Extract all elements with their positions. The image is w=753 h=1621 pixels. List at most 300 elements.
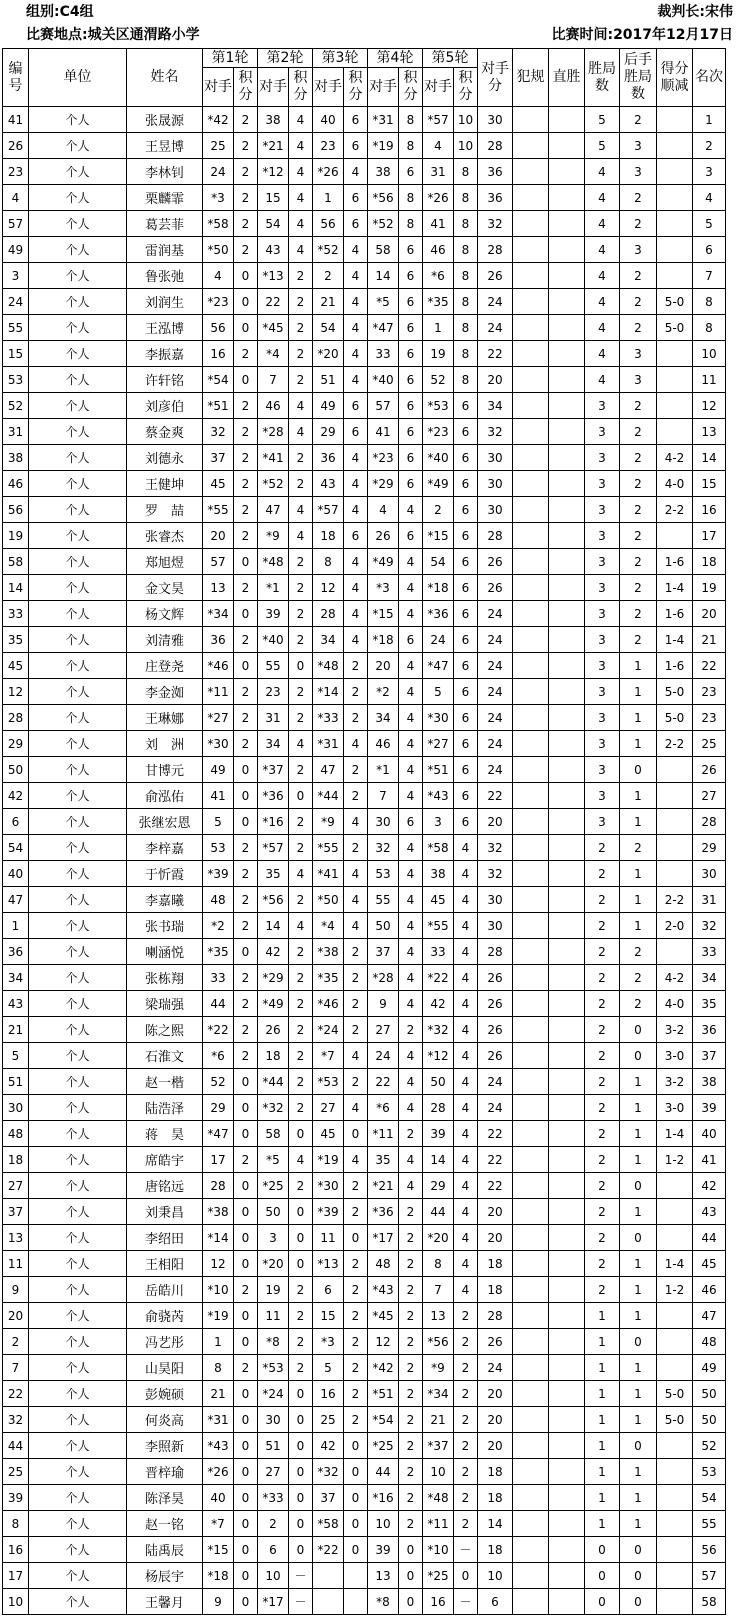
wins-cell: 3 xyxy=(585,679,620,705)
wins-cell: 3 xyxy=(585,575,620,601)
r5-opponent-cell: 39 xyxy=(423,1121,454,1147)
r1-score-cell: 2 xyxy=(234,1277,258,1303)
foul-cell xyxy=(513,887,549,913)
r1-opponent-cell: *11 xyxy=(203,679,234,705)
score-diff-cell xyxy=(657,393,693,419)
rank-cell: 26 xyxy=(693,757,726,783)
r1-score-cell: 0 xyxy=(234,653,258,679)
r3-score-cell: 4 xyxy=(344,575,368,601)
r1-opponent-cell: *43 xyxy=(203,1433,234,1459)
table-row xyxy=(3,1173,726,1199)
r4-opponent-cell: 24 xyxy=(368,1043,399,1069)
r4-score-cell: 2 xyxy=(399,1225,423,1251)
opponent-score-cell: 6 xyxy=(478,1589,513,1615)
r1-opponent-cell: 20 xyxy=(203,523,234,549)
r3-opponent-cell: *33 xyxy=(313,705,344,731)
r5-opponent-cell: *12 xyxy=(423,1043,454,1069)
opponent-score-cell: 18 xyxy=(478,1277,513,1303)
r5-opponent-cell: 33 xyxy=(423,939,454,965)
r2-opponent-cell: 31 xyxy=(258,705,289,731)
r4-score-cell: 6 xyxy=(399,471,423,497)
r3-opponent-cell: *38 xyxy=(313,939,344,965)
r2-opponent-cell: 42 xyxy=(258,939,289,965)
second-wins-cell: 0 xyxy=(620,757,657,783)
table-row xyxy=(3,1095,726,1121)
rank-cell: 6 xyxy=(693,237,726,263)
results-table xyxy=(2,48,726,1615)
score-diff-cell: 5-0 xyxy=(657,705,693,731)
opponent-score-cell: 20 xyxy=(478,1407,513,1433)
r4-opponent-cell: *56 xyxy=(368,185,399,211)
score-diff-cell: 5-0 xyxy=(657,315,693,341)
r3-score-cell: 4 xyxy=(344,367,368,393)
r4-opponent-cell: 37 xyxy=(368,939,399,965)
opponent-score-cell: 24 xyxy=(478,627,513,653)
direct-win-cell xyxy=(549,887,585,913)
foul-cell xyxy=(513,809,549,835)
wins-cell: 2 xyxy=(585,1173,620,1199)
direct-win-cell xyxy=(549,1433,585,1459)
r5-opponent-cell: *26 xyxy=(423,185,454,211)
player-number-cell: 29 xyxy=(3,731,29,757)
r3-score-cell: 4 xyxy=(344,263,368,289)
r5-score-cell: 6 xyxy=(454,471,478,497)
opponent-score-cell: 24 xyxy=(478,731,513,757)
score-diff-cell xyxy=(657,835,693,861)
foul-cell xyxy=(513,1459,549,1485)
rank-cell: 55 xyxy=(693,1511,726,1537)
wins-cell: 3 xyxy=(585,393,620,419)
r3-opponent-cell: 34 xyxy=(313,627,344,653)
wins-cell: 2 xyxy=(585,1017,620,1043)
r3-score-cell: 0 xyxy=(344,1511,368,1537)
player-number-cell: 34 xyxy=(3,965,29,991)
col-header-round-3: 第3轮 xyxy=(313,49,368,68)
second-wins-cell: 2 xyxy=(620,445,657,471)
r5-opponent-cell: 7 xyxy=(423,1277,454,1303)
r2-opponent-cell: *56 xyxy=(258,887,289,913)
r4-opponent-cell: 9 xyxy=(368,991,399,1017)
r3-opponent-cell: *24 xyxy=(313,1017,344,1043)
r3-score-cell: 0 xyxy=(344,1225,368,1251)
r3-opponent-cell: *13 xyxy=(313,1251,344,1277)
rank-cell: 20 xyxy=(693,601,726,627)
player-name-cell: 甘博元 xyxy=(127,757,203,783)
score-diff-cell xyxy=(657,211,693,237)
wins-cell: 3 xyxy=(585,809,620,835)
second-wins-cell: 1 xyxy=(620,809,657,835)
player-number-cell: 46 xyxy=(3,471,29,497)
player-number-cell: 45 xyxy=(3,653,29,679)
score-diff-cell: 3-0 xyxy=(657,1095,693,1121)
player-number-cell: 6 xyxy=(3,809,29,835)
r2-opponent-cell: *49 xyxy=(258,991,289,1017)
r1-opponent-cell: *38 xyxy=(203,1199,234,1225)
opponent-score-cell: 10 xyxy=(478,1563,513,1589)
r1-score-cell: 0 xyxy=(234,1433,258,1459)
r2-score-cell: 2 xyxy=(289,263,313,289)
r5-score-cell: 2 xyxy=(454,1433,478,1459)
rank-cell: 39 xyxy=(693,1095,726,1121)
rank-cell: 22 xyxy=(693,653,726,679)
r5-score-cell: 4 xyxy=(454,965,478,991)
unit-cell: 个人 xyxy=(29,1173,127,1199)
r2-score-cell: 2 xyxy=(289,809,313,835)
r4-opponent-cell: *47 xyxy=(368,315,399,341)
player-name-cell: 陈之熙 xyxy=(127,1017,203,1043)
r4-score-cell: 2 xyxy=(399,1329,423,1355)
r4-score-cell: 4 xyxy=(399,705,423,731)
r3-score-cell: 4 xyxy=(344,289,368,315)
score-diff-cell xyxy=(657,263,693,289)
r3-opponent-cell xyxy=(313,1563,344,1589)
r3-opponent-cell xyxy=(313,1589,344,1615)
unit-cell: 个人 xyxy=(29,133,127,159)
r1-opponent-cell: *46 xyxy=(203,653,234,679)
r2-opponent-cell: *53 xyxy=(258,1355,289,1381)
r3-score-cell: 2 xyxy=(344,939,368,965)
direct-win-cell xyxy=(549,211,585,237)
r5-opponent-cell: *35 xyxy=(423,289,454,315)
col-header-score: 积分 xyxy=(234,68,258,107)
r4-score-cell: 0 xyxy=(399,1589,423,1615)
r4-opponent-cell: *16 xyxy=(368,1485,399,1511)
r1-opponent-cell: 13 xyxy=(203,575,234,601)
wins-cell: 4 xyxy=(585,159,620,185)
r4-opponent-cell: *43 xyxy=(368,1277,399,1303)
r2-opponent-cell: *25 xyxy=(258,1173,289,1199)
unit-cell: 个人 xyxy=(29,575,127,601)
player-name-cell: 刘彦伯 xyxy=(127,393,203,419)
player-number-cell: 26 xyxy=(3,133,29,159)
table-row xyxy=(3,1251,726,1277)
direct-win-cell xyxy=(549,1407,585,1433)
unit-cell: 个人 xyxy=(29,211,127,237)
r2-opponent-cell: *33 xyxy=(258,1485,289,1511)
rank-cell: 50 xyxy=(693,1381,726,1407)
r3-opponent-cell: 6 xyxy=(313,1277,344,1303)
player-name-cell: 葛芸菲 xyxy=(127,211,203,237)
r1-opponent-cell: 33 xyxy=(203,965,234,991)
r1-score-cell: 2 xyxy=(234,731,258,757)
table-row xyxy=(3,1407,726,1433)
second-wins-cell: 3 xyxy=(620,367,657,393)
opponent-score-cell: 18 xyxy=(478,1251,513,1277)
direct-win-cell xyxy=(549,1459,585,1485)
r4-opponent-cell: *29 xyxy=(368,471,399,497)
table-row xyxy=(3,1485,726,1511)
r4-score-cell: 4 xyxy=(399,1173,423,1199)
player-number-cell: 49 xyxy=(3,237,29,263)
score-diff-cell xyxy=(657,1459,693,1485)
player-name-cell: 石淮文 xyxy=(127,1043,203,1069)
score-diff-cell xyxy=(657,107,693,133)
r2-score-cell: 0 xyxy=(289,1381,313,1407)
r2-score-cell: 0 xyxy=(289,653,313,679)
wins-cell: 3 xyxy=(585,445,620,471)
r4-opponent-cell: 30 xyxy=(368,809,399,835)
r5-score-cell: 2 xyxy=(454,1511,478,1537)
score-diff-cell: 1-4 xyxy=(657,1251,693,1277)
second-wins-cell: 0 xyxy=(620,1589,657,1615)
group-label: 组别:C4组 xyxy=(26,4,94,20)
opponent-score-cell: 20 xyxy=(478,367,513,393)
r3-opponent-cell: 23 xyxy=(313,133,344,159)
r1-opponent-cell: *47 xyxy=(203,1121,234,1147)
wins-cell: 1 xyxy=(585,1303,620,1329)
r4-opponent-cell: *2 xyxy=(368,679,399,705)
r3-score-cell: 0 xyxy=(344,1537,368,1563)
score-diff-cell xyxy=(657,809,693,835)
r4-score-cell: 6 xyxy=(399,159,423,185)
direct-win-cell xyxy=(549,1017,585,1043)
r3-opponent-cell: *19 xyxy=(313,1147,344,1173)
second-wins-cell: 2 xyxy=(620,263,657,289)
wins-cell: 2 xyxy=(585,887,620,913)
player-name-cell: 鲁张弛 xyxy=(127,263,203,289)
opponent-score-cell: 32 xyxy=(478,419,513,445)
foul-cell xyxy=(513,913,549,939)
rank-cell: 56 xyxy=(693,1537,726,1563)
r5-score-cell: 6 xyxy=(454,783,478,809)
r3-score-cell: 2 xyxy=(344,991,368,1017)
foul-cell xyxy=(513,315,549,341)
direct-win-cell xyxy=(549,1121,585,1147)
wins-cell: 2 xyxy=(585,965,620,991)
second-wins-cell: 1 xyxy=(620,1407,657,1433)
opponent-score-cell: 26 xyxy=(478,1043,513,1069)
r2-score-cell: 4 xyxy=(289,159,313,185)
unit-cell: 个人 xyxy=(29,1095,127,1121)
foul-cell xyxy=(513,731,549,757)
player-name-cell: 席皓宇 xyxy=(127,1147,203,1173)
player-name-cell: 俞泓佑 xyxy=(127,783,203,809)
r5-score-cell: 4 xyxy=(454,991,478,1017)
foul-cell xyxy=(513,107,549,133)
direct-win-cell xyxy=(549,471,585,497)
rank-cell: 1 xyxy=(693,107,726,133)
r5-opponent-cell: *43 xyxy=(423,783,454,809)
player-number-cell: 52 xyxy=(3,393,29,419)
rank-cell: 3 xyxy=(693,159,726,185)
opponent-score-cell: 24 xyxy=(478,757,513,783)
opponent-score-cell: 32 xyxy=(478,211,513,237)
r2-score-cell: 0 xyxy=(289,1199,313,1225)
player-name-cell: 刘清雅 xyxy=(127,627,203,653)
second-wins-cell: 1 xyxy=(620,1069,657,1095)
player-number-cell: 22 xyxy=(3,1381,29,1407)
wins-cell: 3 xyxy=(585,757,620,783)
r1-score-cell: 0 xyxy=(234,263,258,289)
player-number-cell: 43 xyxy=(3,991,29,1017)
direct-win-cell xyxy=(549,1147,585,1173)
r2-opponent-cell: *32 xyxy=(258,1095,289,1121)
table-row xyxy=(3,627,726,653)
r2-opponent-cell: 51 xyxy=(258,1433,289,1459)
r5-opponent-cell: *15 xyxy=(423,523,454,549)
r1-score-cell: 2 xyxy=(234,159,258,185)
r4-score-cell: 4 xyxy=(399,731,423,757)
r1-score-cell: 2 xyxy=(234,861,258,887)
r5-opponent-cell: 19 xyxy=(423,341,454,367)
wins-cell: 2 xyxy=(585,1121,620,1147)
r1-opponent-cell: 45 xyxy=(203,471,234,497)
r2-score-cell: 4 xyxy=(289,913,313,939)
r2-score-cell: － xyxy=(289,1589,313,1615)
player-name-cell: 赵一铭 xyxy=(127,1511,203,1537)
r4-opponent-cell: 57 xyxy=(368,393,399,419)
rank-cell: 17 xyxy=(693,523,726,549)
player-name-cell: 张睿杰 xyxy=(127,523,203,549)
table-row xyxy=(3,1043,726,1069)
opponent-score-cell: 24 xyxy=(478,1095,513,1121)
table-row xyxy=(3,1069,726,1095)
unit-cell: 个人 xyxy=(29,1381,127,1407)
table-row xyxy=(3,757,726,783)
score-diff-cell xyxy=(657,185,693,211)
r1-opponent-cell: 32 xyxy=(203,419,234,445)
r4-score-cell: 2 xyxy=(399,1381,423,1407)
r2-score-cell: 2 xyxy=(289,1043,313,1069)
rank-cell: 48 xyxy=(693,1329,726,1355)
r3-opponent-cell: *44 xyxy=(313,783,344,809)
r2-opponent-cell: 50 xyxy=(258,1199,289,1225)
col-header-round-2: 第2轮 xyxy=(258,49,313,68)
direct-win-cell xyxy=(549,1225,585,1251)
score-diff-cell xyxy=(657,1225,693,1251)
opponent-score-cell: 28 xyxy=(478,1303,513,1329)
table-row xyxy=(3,497,726,523)
r4-opponent-cell: *40 xyxy=(368,367,399,393)
player-name-cell: 李振嘉 xyxy=(127,341,203,367)
r3-opponent-cell: 2 xyxy=(313,263,344,289)
r3-opponent-cell: *22 xyxy=(313,1537,344,1563)
direct-win-cell xyxy=(549,1511,585,1537)
r2-score-cell: 2 xyxy=(289,471,313,497)
r1-score-cell: 2 xyxy=(234,341,258,367)
col-header-score: 积分 xyxy=(454,68,478,107)
r4-score-cell: 4 xyxy=(399,861,423,887)
r4-opponent-cell: *15 xyxy=(368,601,399,627)
second-wins-cell: 2 xyxy=(620,185,657,211)
r2-opponent-cell: *16 xyxy=(258,809,289,835)
r2-score-cell: 2 xyxy=(289,991,313,1017)
foul-cell xyxy=(513,1069,549,1095)
r1-score-cell: 2 xyxy=(234,419,258,445)
col-header-score: 积分 xyxy=(289,68,313,107)
r4-opponent-cell: 20 xyxy=(368,653,399,679)
r3-score-cell: 2 xyxy=(344,705,368,731)
second-wins-cell: 3 xyxy=(620,237,657,263)
foul-cell xyxy=(513,419,549,445)
r2-opponent-cell: 55 xyxy=(258,653,289,679)
r2-opponent-cell: *28 xyxy=(258,419,289,445)
r5-score-cell: 6 xyxy=(454,731,478,757)
direct-win-cell xyxy=(549,133,585,159)
table-row xyxy=(3,575,726,601)
r4-score-cell: 4 xyxy=(399,939,423,965)
foul-cell xyxy=(513,211,549,237)
r4-opponent-cell: 35 xyxy=(368,1147,399,1173)
r3-opponent-cell: *57 xyxy=(313,497,344,523)
r5-opponent-cell: 16 xyxy=(423,1589,454,1615)
player-number-cell: 28 xyxy=(3,705,29,731)
r3-opponent-cell: *41 xyxy=(313,861,344,887)
col-header-opp: 对手 xyxy=(203,68,234,107)
r2-score-cell: 2 xyxy=(289,1277,313,1303)
r3-score-cell: 6 xyxy=(344,523,368,549)
player-number-cell: 21 xyxy=(3,1017,29,1043)
r5-score-cell: 4 xyxy=(454,1069,478,1095)
r1-score-cell: 0 xyxy=(234,1199,258,1225)
wins-cell: 2 xyxy=(585,913,620,939)
player-number-cell: 32 xyxy=(3,1407,29,1433)
r2-score-cell: 4 xyxy=(289,1147,313,1173)
second-wins-cell: 1 xyxy=(620,1303,657,1329)
player-name-cell: 李绍田 xyxy=(127,1225,203,1251)
r5-score-cell: 0 xyxy=(454,1563,478,1589)
r4-score-cell: 6 xyxy=(399,237,423,263)
r4-score-cell: 6 xyxy=(399,445,423,471)
r2-score-cell: 4 xyxy=(289,211,313,237)
table-row xyxy=(3,1563,726,1589)
r5-score-cell: 6 xyxy=(454,653,478,679)
wins-cell: 3 xyxy=(585,497,620,523)
r3-opponent-cell: *30 xyxy=(313,1173,344,1199)
score-diff-cell: 5-0 xyxy=(657,1407,693,1433)
r3-score-cell: 4 xyxy=(344,913,368,939)
r5-opponent-cell: 2 xyxy=(423,497,454,523)
score-diff-cell: 2-2 xyxy=(657,731,693,757)
r5-score-cell: 4 xyxy=(454,1121,478,1147)
r3-score-cell: 6 xyxy=(344,185,368,211)
r4-score-cell: 4 xyxy=(399,913,423,939)
r3-opponent-cell: 42 xyxy=(313,1433,344,1459)
table-row xyxy=(3,1511,726,1537)
r5-score-cell: － xyxy=(454,1589,478,1615)
r3-score-cell: 2 xyxy=(344,783,368,809)
second-wins-cell: 3 xyxy=(620,159,657,185)
r3-score-cell: 4 xyxy=(344,1095,368,1121)
rank-cell: 25 xyxy=(693,731,726,757)
rank-cell: 52 xyxy=(693,1433,726,1459)
player-name-cell: 栗麟霏 xyxy=(127,185,203,211)
foul-cell xyxy=(513,653,549,679)
table-row xyxy=(3,315,726,341)
r4-opponent-cell: 13 xyxy=(368,1563,399,1589)
r1-opponent-cell: 21 xyxy=(203,1381,234,1407)
unit-cell: 个人 xyxy=(29,991,127,1017)
player-number-cell: 39 xyxy=(3,1485,29,1511)
r2-opponent-cell: *48 xyxy=(258,549,289,575)
score-diff-cell: 1-6 xyxy=(657,549,693,575)
r3-score-cell: 2 xyxy=(344,1251,368,1277)
r5-opponent-cell: *20 xyxy=(423,1225,454,1251)
wins-cell: 5 xyxy=(585,133,620,159)
r5-opponent-cell: *40 xyxy=(423,445,454,471)
r3-score-cell xyxy=(344,1563,368,1589)
r1-score-cell: 0 xyxy=(234,289,258,315)
r1-score-cell: 0 xyxy=(234,1511,258,1537)
r1-opponent-cell: *39 xyxy=(203,861,234,887)
r2-score-cell: 2 xyxy=(289,1069,313,1095)
direct-win-cell xyxy=(549,1329,585,1355)
second-wins-cell: 2 xyxy=(620,627,657,653)
opponent-score-cell: 22 xyxy=(478,1121,513,1147)
player-name-cell: 彭婉硕 xyxy=(127,1381,203,1407)
col-header-direct-win: 直胜 xyxy=(549,49,585,107)
rank-cell: 34 xyxy=(693,965,726,991)
